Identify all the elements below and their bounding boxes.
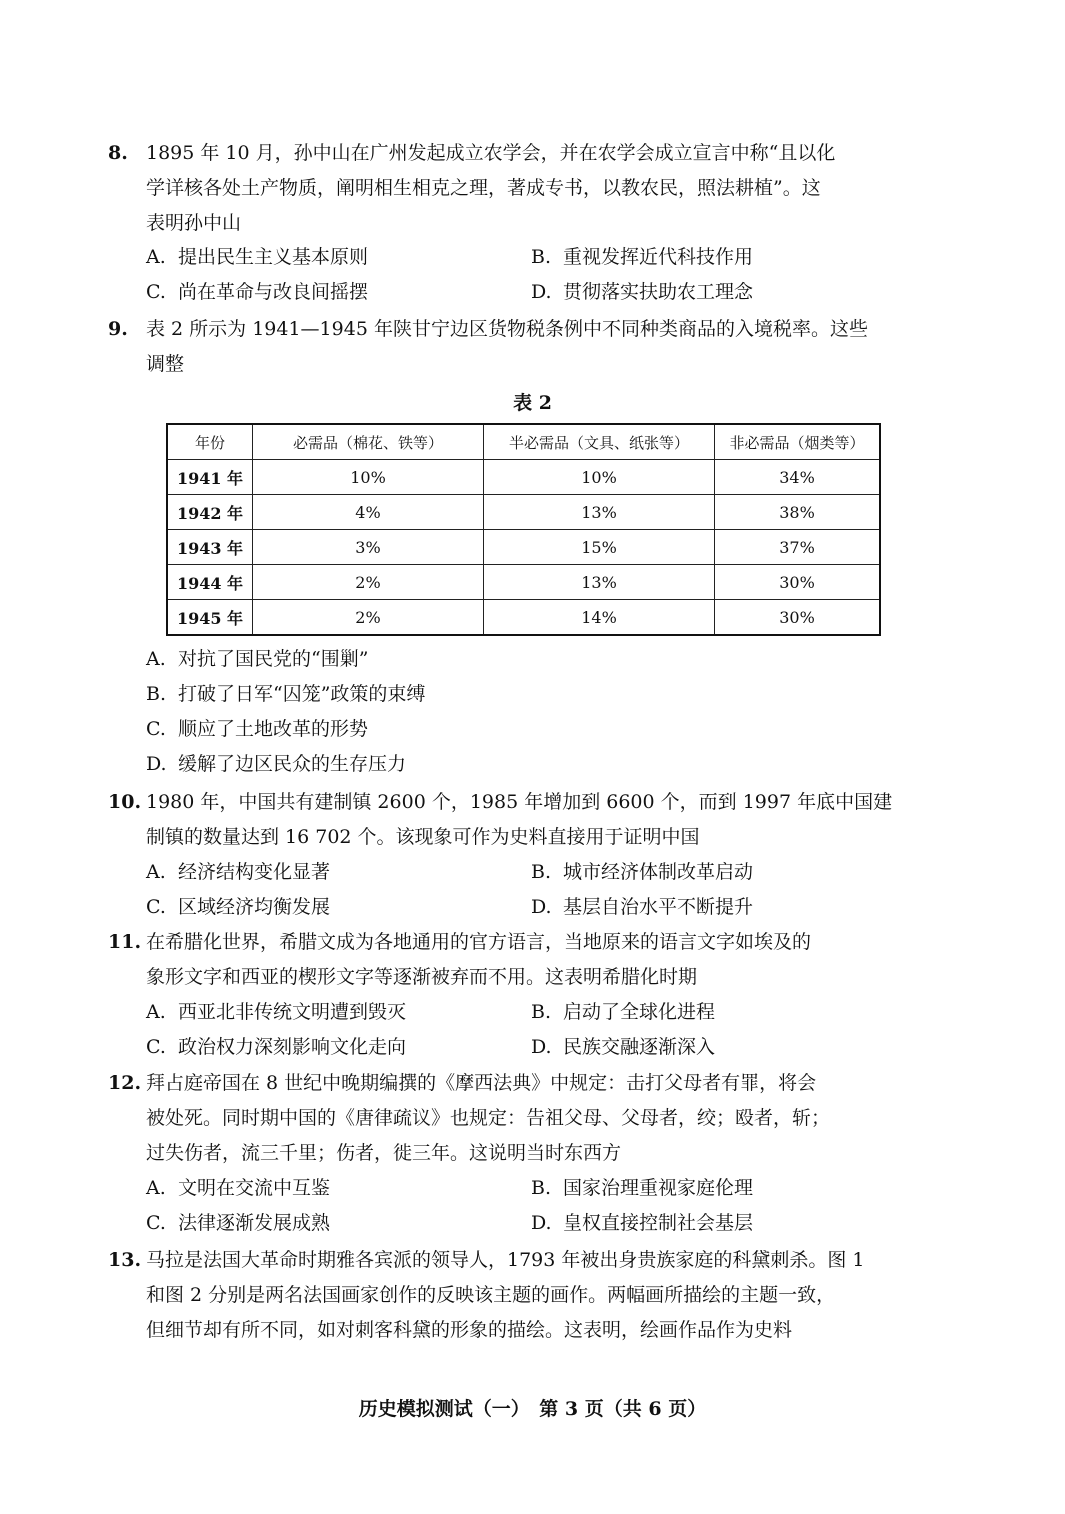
option-c (146, 890, 531, 925)
option-text: 启动了全球化进程 (563, 1001, 716, 1023)
cell-value: 13% (484, 565, 715, 600)
question-text-line: 被处死。同时期中国的《唐律疏议》也规定：告祖父母、父母者，绞；殴者，斩； (146, 1107, 831, 1129)
cell-value: 14% (484, 600, 715, 636)
option-text: 区域经济均衡发展 (178, 896, 331, 918)
option-text: 民族交融逐渐深入 (563, 1036, 716, 1058)
table-header-row (167, 424, 880, 460)
option-label: A. (146, 1177, 166, 1199)
option-text: 国家治理重视家庭伦理 (563, 1177, 754, 1199)
question-11 (108, 925, 918, 995)
cell-value: 37% (715, 530, 881, 565)
option-label: B. (146, 683, 167, 705)
option-text: 打破了日军“囚笼”政策的束缚 (178, 683, 426, 705)
table-row (167, 600, 880, 636)
option-label: C. (146, 1212, 166, 1234)
option-b (531, 995, 916, 1030)
option-a (146, 995, 531, 1030)
question-text-line: 在希腊化世界，希腊文成为各地通用的官方语言，当地原来的语言文字如埃及的 (146, 931, 812, 953)
option-c (146, 712, 916, 747)
cell-value: 10% (484, 460, 715, 495)
option-a (146, 1171, 531, 1206)
question-11-options (146, 995, 916, 1065)
cell-value: 34% (715, 460, 881, 495)
cell-year: 1942 年 (167, 495, 253, 530)
cell-value: 38% (715, 495, 881, 530)
question-12 (108, 1066, 918, 1171)
option-text: 提出民生主义基本原则 (178, 246, 369, 268)
option-label: A. (146, 861, 166, 883)
option-a (146, 855, 531, 890)
option-b (531, 855, 916, 890)
question-8 (108, 136, 918, 241)
header-necessities: 必需品（棉花、铁等） (253, 424, 484, 460)
question-number: 13. (108, 1249, 142, 1271)
option-text: 西亚北非传统文明遭到毁灭 (178, 1001, 407, 1023)
option-d (531, 275, 916, 310)
cell-year: 1945 年 (167, 600, 253, 636)
option-label: D. (531, 896, 552, 918)
cell-year: 1941 年 (167, 460, 253, 495)
question-12-options (146, 1171, 916, 1241)
question-text-line: 1895 年 10 月，孙中山在广州发起成立农学会，并在农学会成立宣言中称“且以化 (146, 142, 836, 164)
question-number: 12. (108, 1072, 142, 1094)
cell-value: 30% (715, 600, 881, 636)
question-8-options (146, 240, 916, 310)
option-text: 城市经济体制改革启动 (563, 861, 754, 883)
question-9-options (146, 642, 916, 782)
question-text-line: 象形文字和西亚的楔形文字等逐渐被弃而不用。这表明希腊化时期 (146, 966, 698, 988)
table-row (167, 530, 880, 565)
option-c (146, 1206, 531, 1241)
question-number: 10. (108, 791, 142, 813)
question-text-line: 表 2 所示为 1941—1945 年陕甘宁边区货物税条例中不同种类商品的入境税率。这些 (146, 318, 868, 340)
question-number: 11. (108, 931, 142, 953)
option-a (146, 642, 916, 677)
tax-rate-table (166, 423, 881, 636)
option-text: 重视发挥近代科技作用 (563, 246, 754, 268)
question-text-line: 制镇的数量达到 16 702 个。该现象可作为史料直接用于证明中国 (146, 826, 700, 848)
question-text-line: 马拉是法国大革命时期雅各宾派的领导人，1793 年被出身贵族家庭的科黛刺杀。图 1 (146, 1249, 865, 1271)
option-label: D. (146, 753, 167, 775)
option-text: 顺应了土地改革的形势 (178, 718, 369, 740)
cell-value: 4% (253, 495, 484, 530)
header-semi-necessities: 半必需品（文具、纸张等） (484, 424, 715, 460)
option-a (146, 240, 531, 275)
option-label: B. (531, 1001, 552, 1023)
question-10 (108, 785, 918, 855)
question-number: 8. (108, 142, 128, 164)
header-year: 年份 (167, 424, 253, 460)
question-text-line: 调整 (146, 353, 185, 375)
option-b (146, 677, 916, 712)
table-row (167, 565, 880, 600)
option-label: D. (531, 1036, 552, 1058)
question-text-line: 但细节却有所不同，如对刺客科黛的形象的描绘。这表明，绘画作品作为史料 (146, 1319, 793, 1341)
option-d (531, 1206, 916, 1241)
option-b (531, 1171, 916, 1206)
table-row (167, 495, 880, 530)
option-text: 政治权力深刻影响文化走向 (178, 1036, 407, 1058)
option-label: A. (146, 1001, 166, 1023)
option-label: C. (146, 1036, 166, 1058)
option-text: 法律逐渐发展成熟 (178, 1212, 331, 1234)
table-row (167, 460, 880, 495)
option-label: B. (531, 861, 552, 883)
option-label: C. (146, 281, 166, 303)
cell-value: 3% (253, 530, 484, 565)
option-text: 皇权直接控制社会基层 (563, 1212, 754, 1234)
option-label: D. (531, 1212, 552, 1234)
option-label: A. (146, 648, 166, 670)
cell-value: 15% (484, 530, 715, 565)
page-footer: 历史模拟测试（一） 第 3 页（共 6 页） (358, 1398, 707, 1420)
table-title: 表 2 (513, 392, 552, 414)
option-d (531, 890, 916, 925)
cell-year: 1944 年 (167, 565, 253, 600)
option-label: A. (146, 246, 166, 268)
question-9 (108, 312, 918, 382)
question-number: 9. (108, 318, 128, 340)
option-text: 文明在交流中互鉴 (178, 1177, 331, 1199)
cell-value: 30% (715, 565, 881, 600)
question-text-line: 和图 2 分别是两名法国画家创作的反映该主题的画作。两幅画所描绘的主题一致， (146, 1284, 836, 1306)
option-b (531, 240, 916, 275)
option-label: D. (531, 281, 552, 303)
question-text-line: 1980 年，中国共有建制镇 2600 个，1985 年增加到 6600 个，而到 1997 年底中国建 (146, 791, 893, 813)
cell-year: 1943 年 (167, 530, 253, 565)
option-d (146, 747, 916, 782)
question-10-options (146, 855, 916, 925)
cell-value: 2% (253, 565, 484, 600)
question-text-line: 学详核各处土产物质，阐明相生相克之理，著成专书，以教农民，照法耕植”。这 (146, 177, 821, 199)
header-non-necessities: 非必需品（烟类等） (715, 424, 881, 460)
option-c (146, 1030, 531, 1065)
question-text-line: 表明孙中山 (146, 212, 242, 234)
option-label: C. (146, 718, 166, 740)
option-text: 缓解了边区民众的生存压力 (178, 753, 407, 775)
option-label: C. (146, 896, 166, 918)
question-text-line: 拜占庭帝国在 8 世纪中晚期编撰的《摩西法典》中规定：击打父母者有罪，将会 (146, 1072, 817, 1094)
option-text: 尚在革命与改良间摇摆 (178, 281, 369, 303)
option-text: 经济结构变化显著 (178, 861, 331, 883)
option-text: 基层自治水平不断提升 (563, 896, 754, 918)
option-label: B. (531, 1177, 552, 1199)
cell-value: 10% (253, 460, 484, 495)
option-label: B. (531, 246, 552, 268)
question-text-line: 过失伤者，流三千里；伤者，徙三年。这说明当时东西方 (146, 1142, 622, 1164)
cell-value: 2% (253, 600, 484, 636)
option-d (531, 1030, 916, 1065)
option-c (146, 275, 531, 310)
option-text: 贯彻落实扶助农工理念 (563, 281, 754, 303)
question-13 (108, 1243, 918, 1348)
cell-value: 13% (484, 495, 715, 530)
option-text: 对抗了国民党的“围剿” (178, 648, 369, 670)
